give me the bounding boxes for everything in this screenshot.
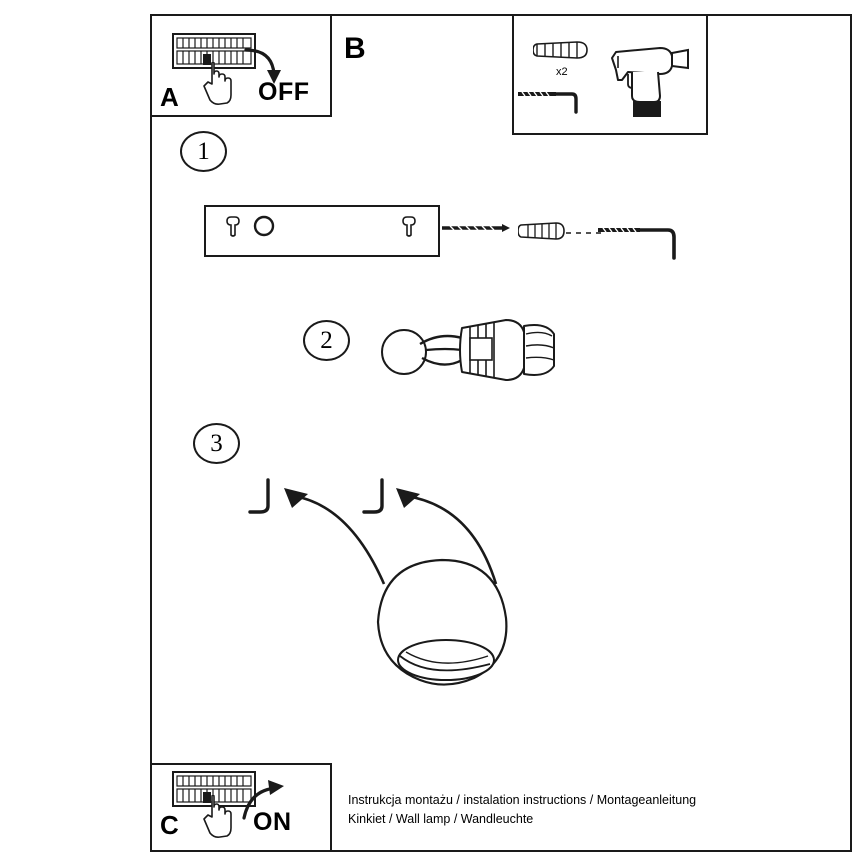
step-3-badge: [193, 423, 240, 464]
hand-pointer-icon: [200, 62, 234, 106]
footer-line-1: Instrukcja montażu / instalation instructions / Montageanleitung: [348, 793, 697, 807]
label-b: B: [344, 32, 366, 65]
page-border: [150, 14, 852, 852]
lamp-socket-icon: [374, 308, 574, 390]
wall-plug-icon: [533, 38, 589, 62]
power-drill-icon: [608, 38, 694, 124]
label-a: A: [160, 82, 179, 112]
hand-pointer-icon-c: [200, 795, 234, 841]
quantity-label: x2: [556, 66, 568, 78]
step-1-number: 1: [197, 137, 210, 165]
hook-icon-left: [244, 478, 278, 520]
label-on: ON: [253, 808, 292, 836]
label-c: C: [160, 810, 179, 840]
mounting-bracket-icon: [204, 205, 440, 257]
screw-icon: [440, 218, 510, 244]
footer-line-2: Kinkiet / Wall lamp / Wandleuchte: [348, 812, 534, 827]
screw-hook-icon-step1: [596, 218, 688, 264]
step-3-number: 3: [210, 429, 223, 457]
step-2-badge: [303, 320, 350, 361]
step-2-number: 2: [320, 326, 333, 354]
label-off: OFF: [258, 78, 310, 106]
step-1-badge: [180, 131, 227, 172]
footer-caption: [348, 791, 696, 830]
wall-plug-icon-step1: [518, 218, 566, 244]
screw-hook-icon: [516, 80, 588, 116]
glass-globe-shade-icon: [370, 556, 514, 696]
